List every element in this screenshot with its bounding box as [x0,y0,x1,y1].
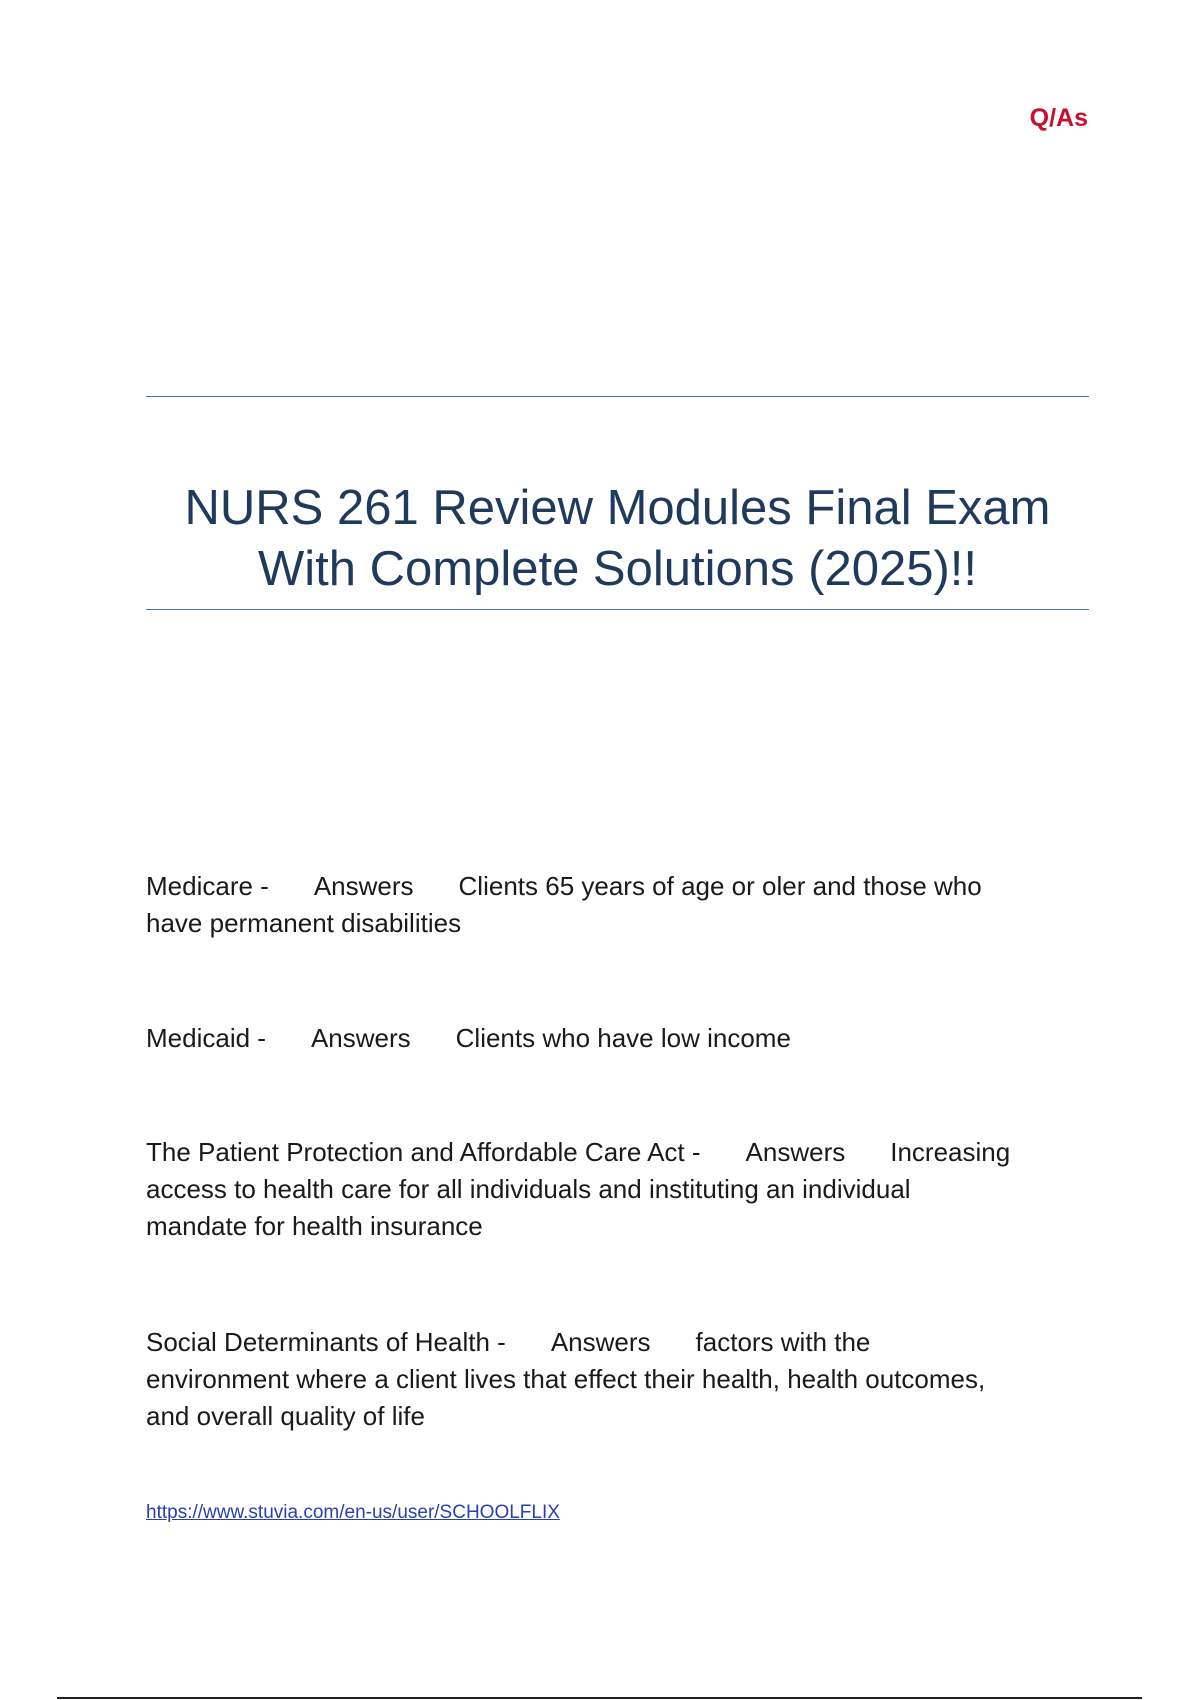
qa-answer: factors with the [695,1327,871,1357]
title-top-divider [146,396,1089,397]
qa-answer-continued: access to health care for all individuals and instituting an individual [146,1174,911,1204]
qa-term: Medicare - [146,871,269,901]
qa-answer-continued: environment where a client lives that effect their health, health outcomes, [146,1364,986,1394]
document-title [146,478,1089,600]
title-line-2: With Complete Solutions (2025)!! [258,542,977,596]
title-bottom-divider [146,609,1089,610]
title-line-1: NURS 261 Review Modules Final Exam [184,481,1051,535]
footer-divider [57,1697,1142,1699]
qa-answer-continued: mandate for health insurance [146,1211,483,1241]
qa-answer-label: Answers [745,1137,846,1167]
qa-term: Medicaid - [146,1023,266,1053]
qa-answer: Clients 65 years of age or oler and those who [458,871,982,901]
qa-item-medicaid [146,1020,1086,1057]
qa-answer-continued: have permanent disabilities [146,908,462,938]
qa-item-medicare [146,868,1086,942]
qa-term: Social Determinants of Health - [146,1327,506,1357]
qa-item-affordable-care-act [146,1134,1086,1245]
qa-answer-continued: and overall quality of life [146,1401,425,1431]
qa-answer-label: Answers [310,1023,411,1053]
qa-answer-label: Answers [313,871,414,901]
qa-answer: Clients who have low income [455,1023,791,1053]
qa-term: The Patient Protection and Affordable Care Act - [146,1137,701,1167]
qa-header-tag: Q/As [1029,104,1088,132]
profile-link[interactable]: https://www.stuvia.com/en-us/user/SCHOOLFLIX [146,1502,560,1523]
qa-answer: Increasing [890,1137,1011,1167]
qa-item-social-determinants [146,1324,1086,1435]
qa-answer-label: Answers [550,1327,651,1357]
